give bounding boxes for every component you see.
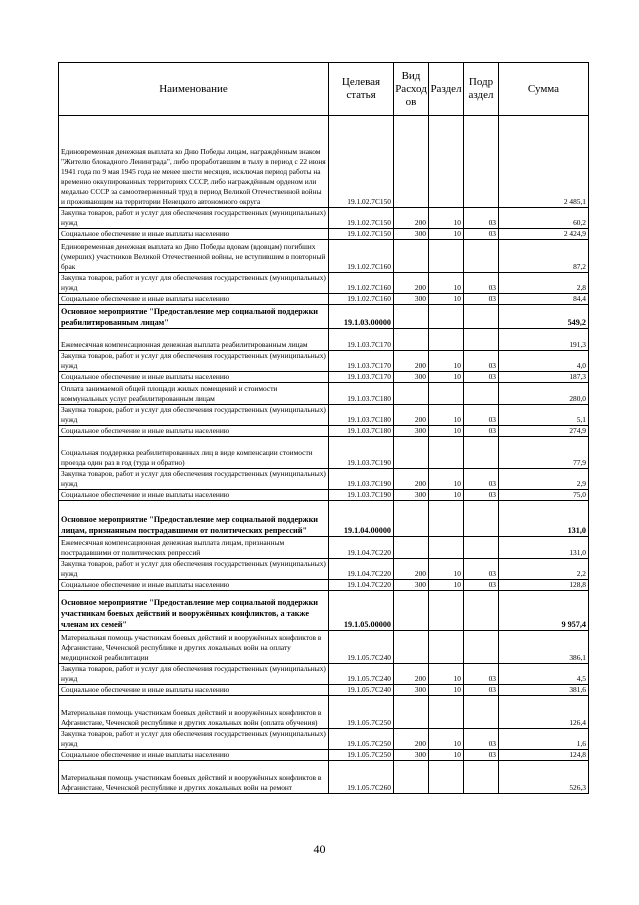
row-target-article: 19.1.02.7С160: [329, 294, 394, 305]
table-row: [59, 750, 589, 761]
row-expense-type: [394, 631, 429, 664]
row-name: Социальное обеспечение и иные выплаты населению: [59, 490, 329, 501]
budget-table: [58, 62, 589, 794]
row-section: [429, 305, 464, 329]
table-row: [59, 664, 589, 685]
row-subsection: 03: [464, 273, 499, 294]
row-sum: 9 957,4: [499, 591, 589, 631]
row-expense-type: [394, 591, 429, 631]
row-subsection: 03: [464, 580, 499, 591]
row-section: [429, 537, 464, 559]
row-section: [429, 329, 464, 351]
table-row: [59, 631, 589, 664]
row-section: 10: [429, 372, 464, 383]
row-sum: 126,4: [499, 696, 589, 729]
row-name: Материальная помощь участникам боевых действий и вооружённых конфликтов в Афганистане, Чеченской республике и других локальных войн на оплату медицинской реабилитации: [59, 631, 329, 664]
row-name: Социальное обеспечение и иные выплаты населению: [59, 372, 329, 383]
row-name: Единовременная денежная выплата ко Дню Победы вдовам (вдовцам) погибших (умерших) участников Великой Отечественной войны, не вступившим в повторный брак: [59, 240, 329, 273]
row-section: [429, 383, 464, 405]
row-sum: 60,2: [499, 208, 589, 229]
row-sum: 2 485,1: [499, 116, 589, 208]
header-sum: Сумма: [499, 63, 589, 116]
row-subsection: [464, 631, 499, 664]
row-subsection: 03: [464, 426, 499, 437]
row-subsection: [464, 329, 499, 351]
row-sum: 191,3: [499, 329, 589, 351]
row-sum: 75,0: [499, 490, 589, 501]
row-name: Единовременная денежная выплата ко Дню Победы лицам, награждённым знаком "Жителю блокадного Ленинграда", либо проработавшим в тылу в период с 22 июня 1941 года по 9 мая 1945 года не менее шести месяцев, исключая период работы на временно оккупированных территориях СССР, либо награждённым орденом или медалью СССР за самоотверженный труд в период Великой Отечественной войны и проживающим на территории Ненецкого автономного округа: [59, 116, 329, 208]
row-subsection: 03: [464, 664, 499, 685]
row-sum: 386,1: [499, 631, 589, 664]
table-row: [59, 469, 589, 490]
row-target-article: 19.1.03.7С170: [329, 329, 394, 351]
table-row: [59, 116, 589, 208]
row-expense-type: 300: [394, 372, 429, 383]
row-expense-type: 200: [394, 273, 429, 294]
row-section: [429, 437, 464, 469]
row-name: Материальная помощь участникам боевых действий и вооружённых конфликтов в Афганистане, Чеченской республике и других локальных войн на ремонт: [59, 761, 329, 794]
row-target-article: 19.1.02.7С160: [329, 273, 394, 294]
header-name: Наименование: [59, 63, 329, 116]
row-sum: 124,8: [499, 750, 589, 761]
table-row: [59, 591, 589, 631]
row-sum: 187,3: [499, 372, 589, 383]
row-target-article: 19.1.04.7С220: [329, 580, 394, 591]
row-sum: 131,0: [499, 501, 589, 537]
row-target-article: 19.1.03.00000: [329, 305, 394, 329]
row-target-article: 19.1.03.7С180: [329, 426, 394, 437]
row-subsection: [464, 305, 499, 329]
row-name: Социальное обеспечение и иные выплаты населению: [59, 750, 329, 761]
row-expense-type: 300: [394, 580, 429, 591]
row-sum: 2,2: [499, 559, 589, 580]
row-target-article: 19.1.03.7С190: [329, 437, 394, 469]
row-expense-type: [394, 329, 429, 351]
row-target-article: 19.1.02.7С150: [329, 229, 394, 240]
row-subsection: 03: [464, 469, 499, 490]
row-section: 10: [429, 426, 464, 437]
row-expense-type: 300: [394, 490, 429, 501]
row-name: Закупка товаров, работ и услуг для обеспечения государственных (муниципальных) нужд: [59, 208, 329, 229]
row-expense-type: [394, 437, 429, 469]
row-section: 10: [429, 273, 464, 294]
row-subsection: 03: [464, 559, 499, 580]
row-target-article: 19.1.03.7С190: [329, 490, 394, 501]
row-sum: 5,1: [499, 405, 589, 426]
row-expense-type: 200: [394, 664, 429, 685]
row-sum: 381,6: [499, 685, 589, 696]
row-name: Социальная поддержка реабилитированных лиц в виде компенсации стоимости проезда один раз в год (туда и обратно): [59, 437, 329, 469]
row-sum: 4,5: [499, 664, 589, 685]
row-section: [429, 696, 464, 729]
row-target-article: 19.1.05.7С240: [329, 664, 394, 685]
row-subsection: [464, 591, 499, 631]
row-name: Закупка товаров, работ и услуг для обеспечения государственных (муниципальных) нужд: [59, 559, 329, 580]
row-section: 10: [429, 208, 464, 229]
row-target-article: 19.1.05.7С250: [329, 729, 394, 750]
table-row: [59, 580, 589, 591]
row-expense-type: [394, 383, 429, 405]
row-sum: 87,2: [499, 240, 589, 273]
row-sum: 2,8: [499, 273, 589, 294]
row-expense-type: 300: [394, 426, 429, 437]
row-subsection: 03: [464, 372, 499, 383]
row-target-article: 19.1.05.7С260: [329, 761, 394, 794]
row-subsection: 03: [464, 750, 499, 761]
row-name: Социальное обеспечение и иные выплаты населению: [59, 229, 329, 240]
row-target-article: 19.1.05.7С240: [329, 685, 394, 696]
row-name: Основное мероприятие "Предоставление мер социальной поддержки лицам, признанным пострадавшими от политических репрессий": [59, 501, 329, 537]
row-section: 10: [429, 229, 464, 240]
table-row: [59, 696, 589, 729]
header-target-article: Целевая статья: [329, 63, 394, 116]
row-target-article: 19.1.05.7С250: [329, 696, 394, 729]
row-target-article: 19.1.02.7С150: [329, 116, 394, 208]
row-subsection: 03: [464, 351, 499, 372]
row-subsection: 03: [464, 208, 499, 229]
row-target-article: 19.1.05.7С240: [329, 631, 394, 664]
row-subsection: 03: [464, 229, 499, 240]
row-sum: 77,9: [499, 437, 589, 469]
row-subsection: [464, 240, 499, 273]
row-target-article: 19.1.04.7С220: [329, 537, 394, 559]
row-subsection: 03: [464, 685, 499, 696]
table-row: [59, 372, 589, 383]
row-section: [429, 240, 464, 273]
table-body: [59, 116, 589, 794]
row-expense-type: [394, 501, 429, 537]
row-subsection: 03: [464, 294, 499, 305]
row-subsection: [464, 537, 499, 559]
table-row: [59, 490, 589, 501]
row-section: 10: [429, 469, 464, 490]
row-expense-type: 200: [394, 405, 429, 426]
table-row: [59, 329, 589, 351]
row-sum: 549,2: [499, 305, 589, 329]
row-name: Закупка товаров, работ и услуг для обеспечения государственных (муниципальных) нужд: [59, 729, 329, 750]
table-row: [59, 405, 589, 426]
table-row: [59, 208, 589, 229]
row-subsection: [464, 761, 499, 794]
table-row: [59, 559, 589, 580]
row-expense-type: [394, 305, 429, 329]
table-row: [59, 383, 589, 405]
table-row: [59, 426, 589, 437]
row-expense-type: [394, 696, 429, 729]
row-expense-type: 200: [394, 208, 429, 229]
row-sum: 1,6: [499, 729, 589, 750]
row-expense-type: 200: [394, 559, 429, 580]
row-target-article: 19.1.04.7С220: [329, 559, 394, 580]
row-name: Социальное обеспечение и иные выплаты населению: [59, 580, 329, 591]
row-expense-type: 200: [394, 351, 429, 372]
row-subsection: [464, 696, 499, 729]
header-expense-type: Вид Расход ов: [394, 63, 429, 116]
row-name: Закупка товаров, работ и услуг для обеспечения государственных (муниципальных) нужд: [59, 469, 329, 490]
row-name: Социальное обеспечение и иные выплаты населению: [59, 685, 329, 696]
row-target-article: 19.1.03.7С170: [329, 372, 394, 383]
row-name: Основное мероприятие "Предоставление мер социальной поддержки участникам боевых действий и вооружённых конфликтов, а также членам их семей": [59, 591, 329, 631]
row-expense-type: [394, 240, 429, 273]
row-target-article: 19.1.03.7С170: [329, 351, 394, 372]
row-expense-type: [394, 116, 429, 208]
row-section: 10: [429, 685, 464, 696]
table-header: [59, 63, 589, 116]
row-name: Закупка товаров, работ и услуг для обеспечения государственных (муниципальных) нужд: [59, 351, 329, 372]
table-row: [59, 501, 589, 537]
row-subsection: 03: [464, 729, 499, 750]
row-target-article: 19.1.05.7С250: [329, 750, 394, 761]
table-row: [59, 294, 589, 305]
table-row: [59, 305, 589, 329]
row-name: Ежемесячная компенсационная денежная выплата лицам, признанным пострадавшими от политических репрессий: [59, 537, 329, 559]
row-name: Закупка товаров, работ и услуг для обеспечения государственных (муниципальных) нужд: [59, 273, 329, 294]
row-sum: 4,0: [499, 351, 589, 372]
row-name: Социальное обеспечение и иные выплаты населению: [59, 294, 329, 305]
table-row: [59, 437, 589, 469]
row-section: 10: [429, 490, 464, 501]
table-row: [59, 729, 589, 750]
row-name: Оплата занимаемой общей площади жилых помещений и стоимости коммунальных услуг реабилитированным лицам: [59, 383, 329, 405]
row-subsection: [464, 383, 499, 405]
row-sum: 84,4: [499, 294, 589, 305]
row-sum: 280,0: [499, 383, 589, 405]
row-section: [429, 631, 464, 664]
row-target-article: 19.1.04.00000: [329, 501, 394, 537]
row-subsection: [464, 501, 499, 537]
row-name: Основное мероприятие "Предоставление мер социальной поддержки реабилитированным лицам": [59, 305, 329, 329]
row-subsection: 03: [464, 405, 499, 426]
row-subsection: [464, 116, 499, 208]
row-name: Закупка товаров, работ и услуг для обеспечения государственных (муниципальных) нужд: [59, 405, 329, 426]
table-row: [59, 537, 589, 559]
row-target-article: 19.1.03.7С180: [329, 405, 394, 426]
row-expense-type: 300: [394, 685, 429, 696]
row-expense-type: 300: [394, 750, 429, 761]
header-subsection: Подр аздел: [464, 63, 499, 116]
row-expense-type: 300: [394, 229, 429, 240]
row-section: 10: [429, 750, 464, 761]
row-section: 10: [429, 729, 464, 750]
header-section: Раздел: [429, 63, 464, 116]
row-section: 10: [429, 559, 464, 580]
row-section: [429, 591, 464, 631]
row-section: [429, 116, 464, 208]
row-name: Ежемесячная компенсационная денежная выплата реабилитированным лицам: [59, 329, 329, 351]
table-row: [59, 240, 589, 273]
row-section: 10: [429, 294, 464, 305]
page-number: 40: [313, 842, 326, 856]
row-expense-type: [394, 537, 429, 559]
row-section: [429, 501, 464, 537]
row-subsection: [464, 437, 499, 469]
row-sum: 131,0: [499, 537, 589, 559]
row-expense-type: [394, 761, 429, 794]
row-section: 10: [429, 405, 464, 426]
row-name: Материальная помощь участникам боевых действий и вооружённых конфликтов в Афганистане, Чеченской республике и других локальных войн (оплата обучения): [59, 696, 329, 729]
row-target-article: 19.1.02.7С160: [329, 240, 394, 273]
row-sum: 2 424,9: [499, 229, 589, 240]
budget-table-sheet: [58, 62, 588, 794]
row-subsection: 03: [464, 490, 499, 501]
row-sum: 2,9: [499, 469, 589, 490]
row-section: [429, 761, 464, 794]
row-target-article: 19.1.05.00000: [329, 591, 394, 631]
row-target-article: 19.1.03.7С180: [329, 383, 394, 405]
row-sum: 274,9: [499, 426, 589, 437]
row-section: 10: [429, 351, 464, 372]
table-row: [59, 229, 589, 240]
row-name: Закупка товаров, работ и услуг для обеспечения государственных (муниципальных) нужд: [59, 664, 329, 685]
row-section: 10: [429, 664, 464, 685]
table-row: [59, 685, 589, 696]
row-target-article: 19.1.03.7С190: [329, 469, 394, 490]
row-name: Социальное обеспечение и иные выплаты населению: [59, 426, 329, 437]
table-row: [59, 761, 589, 794]
table-row: [59, 351, 589, 372]
table-row: [59, 273, 589, 294]
row-section: 10: [429, 580, 464, 591]
row-target-article: 19.1.02.7С150: [329, 208, 394, 229]
row-sum: 526,3: [499, 761, 589, 794]
row-sum: 128,8: [499, 580, 589, 591]
row-expense-type: 200: [394, 469, 429, 490]
row-expense-type: 300: [394, 294, 429, 305]
row-expense-type: 200: [394, 729, 429, 750]
